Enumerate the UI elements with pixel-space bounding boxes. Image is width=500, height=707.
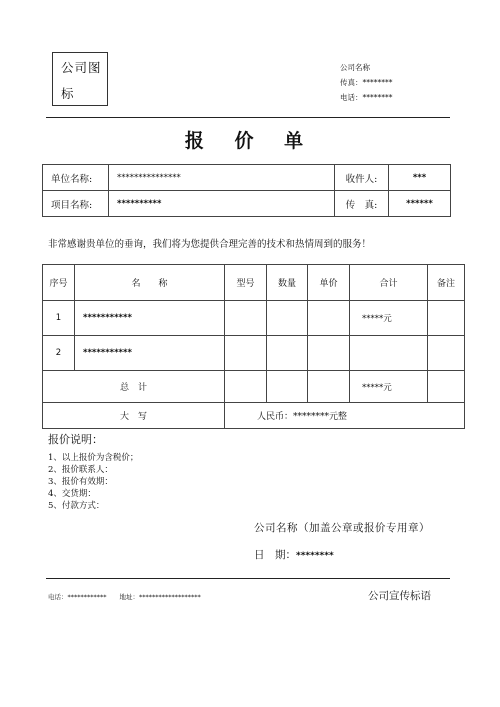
col-header-remark: 备注 (428, 265, 465, 301)
row-qty (267, 336, 308, 371)
unit-name-value: *************** (109, 165, 335, 191)
col-header-qty: 数量 (267, 265, 308, 301)
row-total (350, 336, 428, 371)
note-item: 5、付款方式： (48, 501, 105, 511)
row-model (225, 336, 267, 371)
row-total: *****元 (350, 301, 428, 336)
unit-name-label: 单位名称: (43, 165, 109, 191)
row-name: *********** (75, 336, 225, 371)
capital-label: 大 写 (43, 403, 225, 429)
table-row (43, 301, 465, 336)
company-name: 公司名称 (340, 63, 370, 72)
fax-value: ****** (389, 191, 451, 217)
capital-value: 人民币：********元整 (225, 403, 465, 429)
quote-items-table (42, 264, 465, 429)
client-info-table (42, 164, 451, 217)
total-empty-cell (428, 371, 465, 403)
logo-text: 公司图标 (61, 60, 102, 101)
note-item: 1、以上报价为含税价； (48, 453, 139, 463)
total-empty-cell (225, 371, 267, 403)
page-title: 报 价 单 (184, 130, 316, 152)
header-divider (46, 117, 450, 118)
row-qty (267, 301, 308, 336)
row-model (225, 301, 267, 336)
company-phone: 电话：******** (340, 93, 393, 102)
receiver-value: *** (389, 165, 451, 191)
date-value: ******** (296, 551, 334, 561)
row-price (308, 301, 350, 336)
project-name-value: ********** (109, 191, 335, 217)
row-remark (428, 301, 465, 336)
note-item: 4、交货期： (48, 489, 96, 499)
footer-divider (46, 578, 450, 579)
date-line (254, 547, 334, 562)
project-name-label: 项目名称: (43, 191, 109, 217)
footer-slogan: 公司宣传标语 (368, 590, 431, 602)
col-header-name: 名 称 (75, 265, 225, 301)
row-remark (428, 336, 465, 371)
total-row (43, 371, 465, 403)
note-item: 3、报价有效期： (48, 477, 113, 487)
col-header-no: 序号 (43, 265, 75, 301)
company-fax: 传真：******** (340, 78, 393, 87)
row-no: 1 (43, 301, 75, 336)
total-empty-cell (267, 371, 308, 403)
total-label: 总 计 (43, 371, 225, 403)
capital-row (43, 403, 465, 429)
fax-label: 传 真: (335, 191, 389, 217)
company-logo (52, 52, 108, 106)
total-value: *****元 (350, 371, 428, 403)
note-item: 2、报价联系人： (48, 465, 113, 475)
receiver-label: 收件人: (335, 165, 389, 191)
col-header-total: 合计 (350, 265, 428, 301)
table-header-row (43, 265, 465, 301)
footer-contact: 电话：************ 地址：******************* (48, 593, 201, 601)
notes-list (48, 452, 138, 512)
row-price (308, 336, 350, 371)
notes-title: 报价说明： (48, 433, 103, 446)
row-name: *********** (75, 301, 225, 336)
col-header-model: 型号 (225, 265, 267, 301)
company-stamp-line: 公司名称（加盖公章或报价专用章） (254, 522, 430, 534)
col-header-price: 单价 (308, 265, 350, 301)
thanks-message: 非常感谢贵单位的垂询，我们将为您提供合理完善的技术和热情周到的服务！ (48, 239, 372, 250)
total-empty-cell (308, 371, 350, 403)
row-no: 2 (43, 336, 75, 371)
table-row (43, 336, 465, 371)
company-info (340, 60, 393, 105)
date-label: 日 期： (254, 549, 296, 561)
